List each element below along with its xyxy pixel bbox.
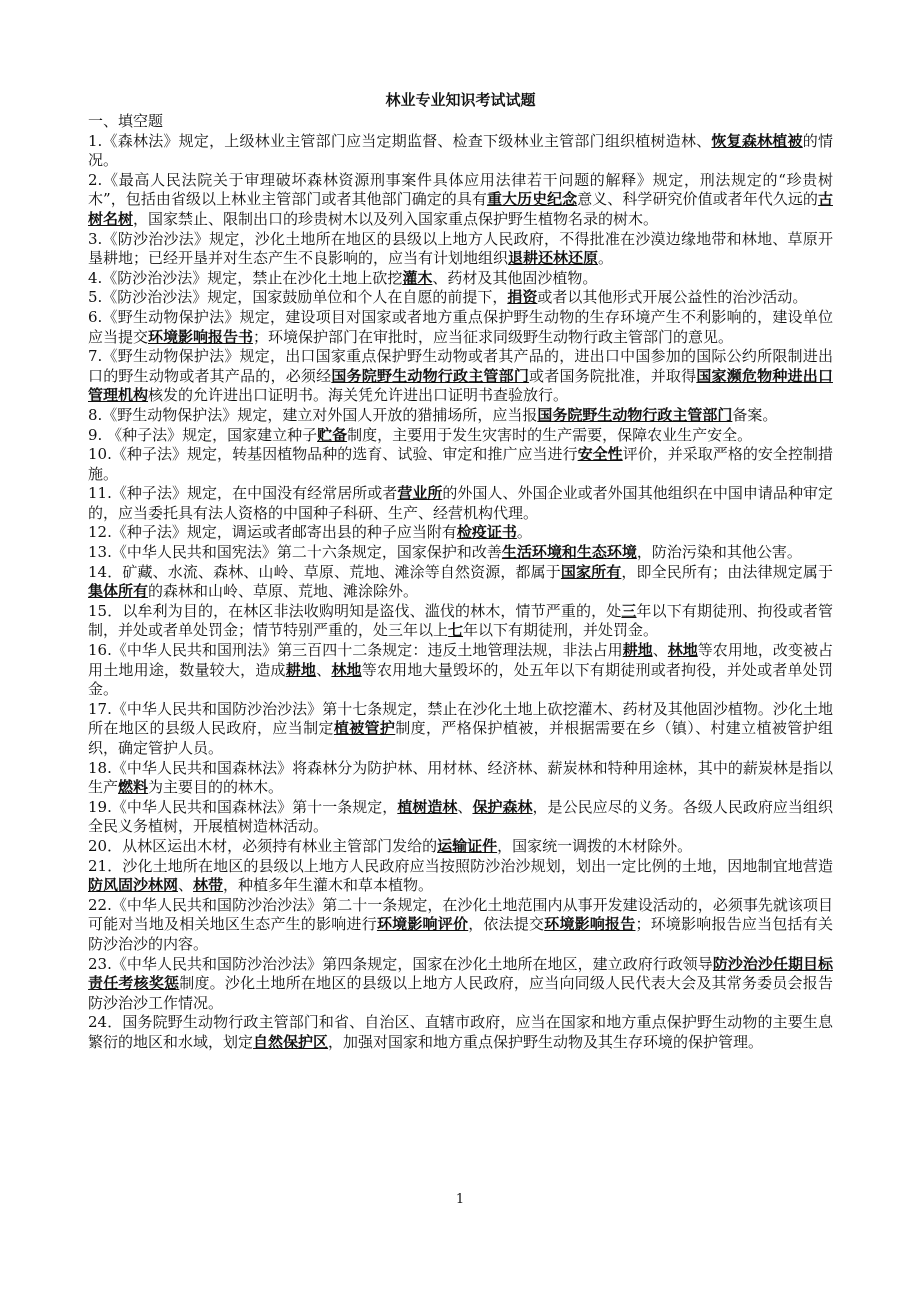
document-body bbox=[88, 90, 833, 1053]
question-text: 的外国人、外国企业或者外国其他组织在中国申请品种审定的，应当委托具有法人资格的中国种子科研、生产、经营机构代理。 bbox=[88, 484, 833, 522]
question-text: 、药材及其他固沙植物。 bbox=[432, 268, 598, 287]
question-text: 18.《中华人民共和国森林法》将森林分为防护林、用材林、经济林、薪炭林和特种用途林，其中的薪炭林是指以生产 bbox=[88, 758, 833, 797]
question-text: 10.《种子法》规定，转基因植物品种的选育、试验、审定和推广应当进行 bbox=[88, 445, 578, 464]
answer-text: 环境影响报告 bbox=[544, 915, 636, 934]
question-item bbox=[88, 543, 833, 563]
answer-text: 三 bbox=[621, 601, 637, 620]
question-text: ，种植多年生灌木和草本植物。 bbox=[223, 876, 434, 895]
question-item bbox=[88, 759, 833, 798]
answer-text: 营业所 bbox=[397, 484, 443, 503]
question-item bbox=[88, 406, 833, 426]
question-text: 制度，严格保护植被，并根据需要在乡（镇）、村建立植被管护组织，确定管护人员。 bbox=[88, 719, 833, 757]
question-text: 4.《防沙治沙法》规定，禁止在沙化土地上砍挖 bbox=[88, 268, 403, 287]
question-text: 3.《防沙治沙法》规定，沙化土地所在地区的县级以上地方人民政府，不得批准在沙漠边缘地带和林地、草原开垦耕地；已经开垦并对生态产生不良影响的，应当有计划地组织 bbox=[88, 229, 833, 268]
answer-text: 国务院野生动物行政主管部门 bbox=[537, 405, 733, 424]
question-text: 核发的允许进出口证明书。海关凭允许进出口证明书查验放行。 bbox=[148, 386, 569, 405]
question-text: 12.《种子法》规定，调运或者邮寄出县的种子应当附有 bbox=[88, 523, 457, 542]
question-text: ，即全民所有；由法律规定属于 bbox=[621, 562, 833, 581]
question-text: 等农用地，改变被占用土地用途，数量较大，造成 bbox=[88, 641, 833, 679]
question-item bbox=[88, 955, 833, 1014]
question-item bbox=[88, 563, 833, 602]
question-text: 7.《野生动物保护法》规定，出口国家重点保护野生动物或者其产品的，进出口中国参加的国际公约所限制进出口的野生动物或者其产品的，必须经 bbox=[88, 347, 833, 385]
question-item bbox=[88, 484, 833, 523]
question-text: 、 bbox=[652, 641, 668, 660]
question-text: 21．沙化土地所在地区的县级以上地方人民政府应当按照防沙治沙规划，划出一定比例的土地，因地制宜地营造 bbox=[88, 856, 833, 875]
answer-text: 防沙治沙任期目标责任考核奖惩 bbox=[88, 954, 833, 993]
section-heading: 一、填空题 bbox=[88, 112, 164, 130]
answer-text: 运输证件 bbox=[437, 836, 498, 855]
question-text: 、 bbox=[457, 797, 473, 816]
answer-text: 自然保护区 bbox=[253, 1032, 329, 1051]
question-text: ；环境保护部门在审批时，应当征求同级野生动物行政主管部门的意见。 bbox=[253, 327, 734, 346]
answer-text: 安全性 bbox=[577, 445, 623, 464]
question-text: 14．矿藏、水流、森林、山岭、草原、荒地、滩涂等自然资源，都属于 bbox=[88, 562, 561, 581]
question-text: 19.《中华人民共和国森林法》第十一条规定， bbox=[88, 797, 398, 816]
question-text: 24．国务院野生动物行政主管部门和省、自治区、直辖市政府，应当在国家和地方重点保护野生动物的主要生息繁衍的地区和水域，划定 bbox=[88, 1013, 833, 1051]
question-text: 22.《中华人民共和国防沙治沙法》第二十一条规定，在沙化土地范围内从事开发建设活动的，必须事先就该项目可能对当地及相关地区生态产生的影响进行 bbox=[88, 895, 833, 934]
question-text: 的森林和山岭、草原、荒地、滩涂除外。 bbox=[148, 582, 419, 601]
answer-text: 国务院野生动物行政主管部门 bbox=[331, 366, 530, 385]
answer-text: 保护森林 bbox=[472, 797, 533, 816]
question-item bbox=[88, 269, 833, 289]
answer-text: 林带 bbox=[193, 876, 224, 895]
question-text: ，加强对国家和地方重点保护野生动物及其生存环境的保护管理。 bbox=[328, 1032, 764, 1051]
answer-text: 耕地 bbox=[622, 641, 653, 660]
question-item bbox=[88, 700, 833, 759]
question-item bbox=[88, 347, 833, 406]
question-item bbox=[88, 896, 833, 955]
question-text: ，国家禁止、限制出口的珍贵树木以及列入国家重点保护野生植物名录的树木。 bbox=[133, 209, 659, 228]
question-text: ，依法提交 bbox=[468, 915, 545, 934]
question-text: ，防治污染和其他公害。 bbox=[636, 543, 802, 562]
answer-text: 国家所有 bbox=[560, 562, 622, 581]
question-text: 、 bbox=[316, 660, 332, 679]
question-text: 、 bbox=[178, 876, 194, 895]
question-item bbox=[88, 523, 833, 543]
answer-text: 林地 bbox=[331, 660, 362, 679]
question-text: 5.《防沙治沙法》规定，国家鼓励单位和个人在自愿的前提下， bbox=[88, 288, 508, 307]
answer-text: 灌木 bbox=[402, 268, 433, 287]
answer-text: 七 bbox=[448, 621, 464, 640]
question-text: 或者以其他形式开展公益性的治沙活动。 bbox=[537, 288, 808, 307]
answer-text: 退耕还林还原 bbox=[508, 249, 599, 268]
question-text: 备案。 bbox=[732, 405, 778, 424]
question-text: 8.《野生动物保护法》规定，建立对外国人开放的猎捕场所，应当报 bbox=[88, 405, 538, 424]
answer-text: 贮备 bbox=[317, 425, 348, 444]
question-item bbox=[88, 857, 833, 896]
question-item bbox=[88, 308, 833, 347]
question-text: 11.《种子法》规定，在中国没有经常居所或者 bbox=[88, 484, 398, 503]
question-text: 6.《野生动物保护法》规定，建设项目对国家或者地方重点保护野生动物的生存环境产生不利影响的，建设单位应当提交 bbox=[88, 307, 833, 346]
answer-text: 燃料 bbox=[118, 778, 149, 797]
question-text: 年以下有期徒刑，并处罚金。 bbox=[463, 621, 659, 640]
answer-text: 植被管护 bbox=[333, 719, 396, 738]
page-number: 1 bbox=[455, 1192, 465, 1207]
answer-text: 检疫证书 bbox=[456, 523, 517, 542]
answer-text: 防风固沙林网 bbox=[88, 876, 179, 895]
question-text: ，国家统一调拨的木材除外。 bbox=[497, 836, 693, 855]
question-item bbox=[88, 1013, 833, 1052]
question-text: 1.《森林法》规定，上级林业主管部门应当定期监督、检查下级林业主管部门组织植树造林、 bbox=[88, 131, 712, 150]
question-text: 的情况。 bbox=[88, 131, 833, 170]
answer-text: 恢复森林植被 bbox=[711, 131, 803, 150]
question-text: 15．以牟利为目的，在林区非法收购明知是盗伐、滥伐的林木，情节严重的，处 bbox=[88, 601, 622, 620]
question-text: 17.《中华人民共和国防沙治沙法》第十七条规定，禁止在沙化土地上砍挖灌木、药材及其他固沙植物。沙化土地所在地区的县级人民政府，应当制定 bbox=[88, 699, 833, 738]
question-text: 意义、科学研究价值或者年代久远的 bbox=[577, 190, 818, 209]
question-item bbox=[88, 171, 833, 230]
question-text: 。 bbox=[598, 249, 614, 268]
question-list bbox=[88, 132, 833, 1053]
question-item bbox=[88, 445, 833, 484]
question-text: 或者国务院批准，并取得 bbox=[529, 366, 697, 385]
question-text: ，是公民应尽的义务。各级人民政府应当组织全民义务植树，开展植树造林活动。 bbox=[88, 797, 833, 836]
answer-text: 植树造林 bbox=[397, 797, 458, 816]
question-item bbox=[88, 641, 833, 700]
question-text: 16.《中华人民共和国刑法》第三百四十二条规定：违反土地管理法规，非法占用 bbox=[88, 641, 623, 660]
question-text: 评价，并采取严格的安全控制措施。 bbox=[88, 445, 833, 483]
answer-text: 生活环境和生态环境 bbox=[501, 543, 637, 562]
question-item bbox=[88, 426, 833, 446]
question-text: 为主要目的的林木。 bbox=[148, 778, 284, 797]
question-text: 等农用地大量毁坏的，处五年以下有期徒刑或者拘役，并处或者单处罚金。 bbox=[88, 660, 833, 699]
question-item bbox=[88, 798, 833, 837]
question-item bbox=[88, 837, 833, 857]
question-text: 13.《中华人民共和国宪法》第二十六条规定，国家保护和改善 bbox=[88, 543, 502, 562]
document-title: 林业专业知识考试试题 bbox=[385, 91, 536, 109]
answer-text: 古树名树 bbox=[88, 190, 833, 228]
answer-text: 集体所有 bbox=[88, 582, 149, 601]
question-text: 。 bbox=[516, 523, 532, 542]
question-text: 20．从林区运出木材，必须持有林业主管部门发给的 bbox=[88, 836, 438, 855]
question-text: 23.《中华人民共和国防沙治沙法》第四条规定，国家在沙化土地所在地区，建立政府行政领导 bbox=[88, 954, 713, 973]
question-item bbox=[88, 230, 833, 269]
question-text: 制度，主要用于发生灾害时的生产需要，保障农业生产安全。 bbox=[347, 425, 753, 444]
question-text: 年以下有期徒刑、拘役或者管制，并处或者单处罚金；情节特别严重的，处三年以上 bbox=[88, 601, 833, 640]
question-text: 制度。沙化土地所在地区的县级以上地方人民政府，应当向同级人民代表大会及其常务委员会报告防沙治沙工作情况。 bbox=[88, 974, 833, 1012]
answer-text: 重大历史纪念 bbox=[486, 190, 578, 209]
question-item bbox=[88, 602, 833, 641]
answer-text: 捐资 bbox=[507, 288, 538, 307]
question-text: 9. 《种子法》规定，国家建立种子 bbox=[88, 425, 318, 444]
question-text: ；环境影响报告应当包括有关防沙治沙的内容。 bbox=[88, 915, 833, 953]
question-item bbox=[88, 132, 833, 171]
answer-text: 林地 bbox=[667, 641, 698, 660]
answer-text: 耕地 bbox=[285, 660, 317, 679]
question-text: 2.《最高人民法院关于审理破坏森林资源刑事案件具体应用法律若干问题的解释》规定，刑法规定的“珍贵树木”，包括由省级以上林业主管部门或者其他部门确定的具有 bbox=[88, 170, 833, 209]
answer-text: 环境影响评价 bbox=[376, 915, 469, 934]
answer-text: 环境影响报告书 bbox=[148, 327, 254, 346]
answer-text: 国家濒危物种进出口管理机构 bbox=[88, 366, 833, 405]
question-item bbox=[88, 288, 833, 308]
